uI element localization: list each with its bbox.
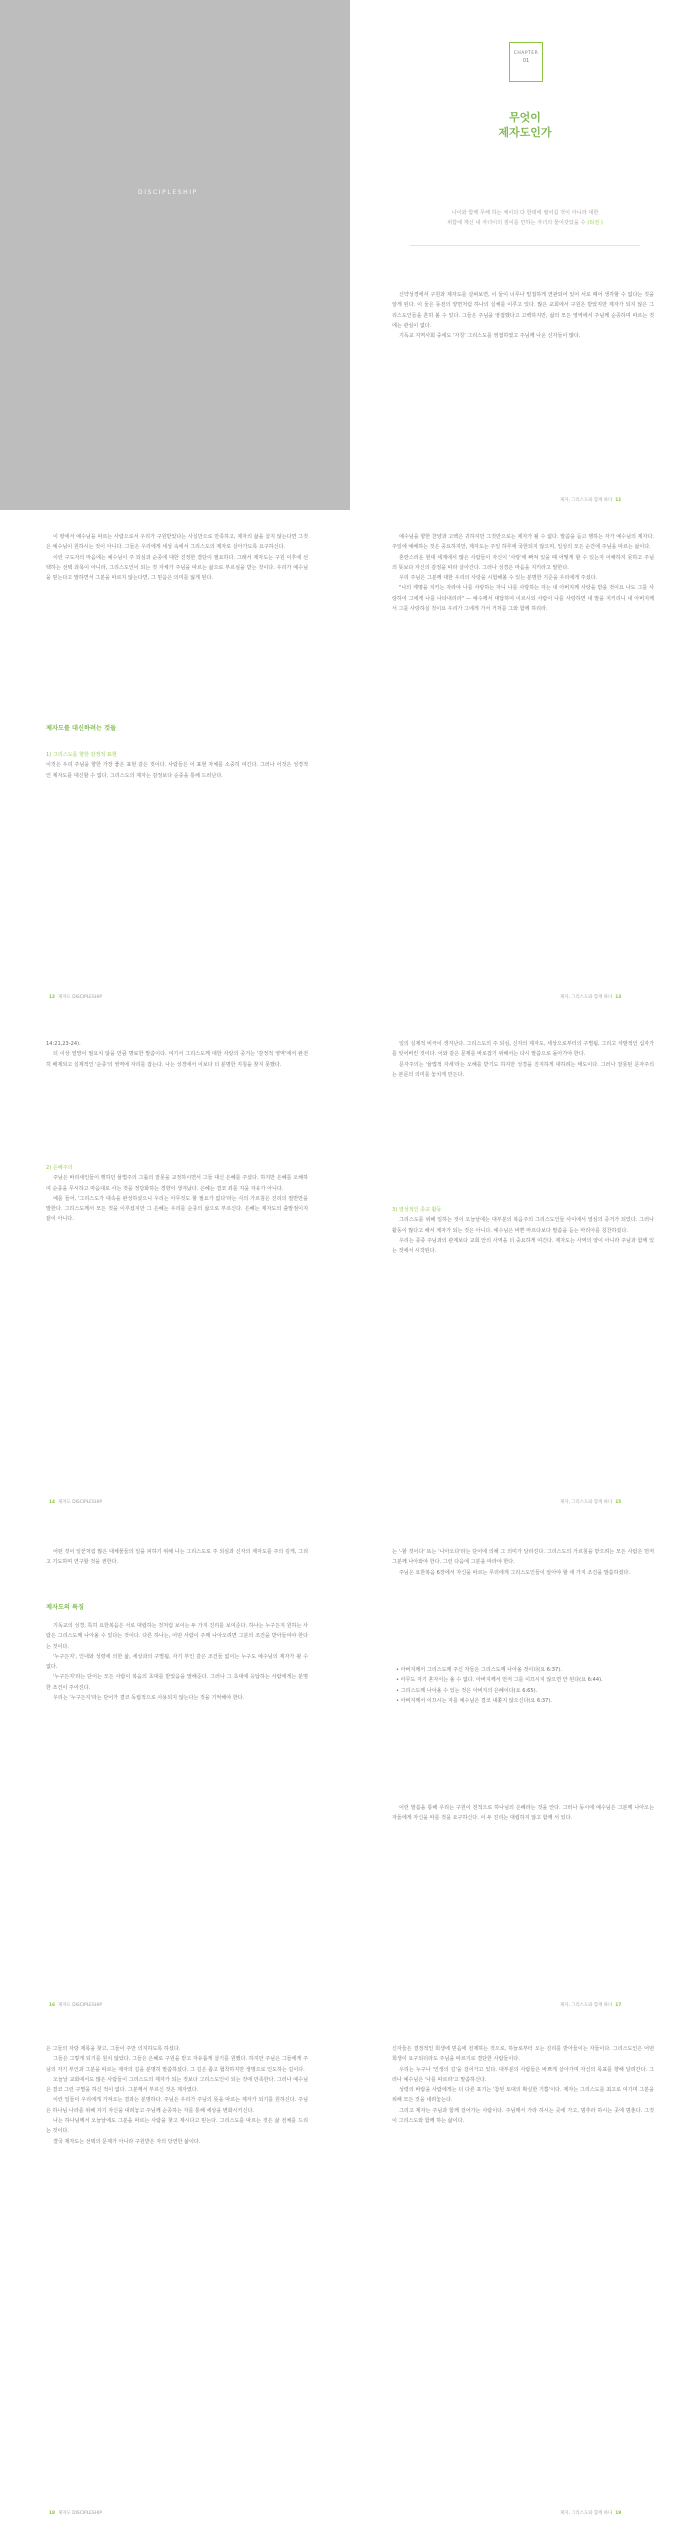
section-heading: 제자도의 특징 <box>46 1604 85 1611</box>
chapter-title-line1: 무엇이 <box>509 111 541 124</box>
epigraph-divider <box>410 245 640 246</box>
page-folio <box>560 2510 624 2516</box>
subsection-title: 3) 열성적인 종교 활동 <box>392 1207 442 1213</box>
paragraph: 주님은 바리새인들이 행하던 율법주의 그룹의 잘못을 교정하시면서 그들 대신 은혜를 주셨다. 하지만 은혜를 오해하여 순종을 무시하고 마음대로 사는 것을 정당화하는 경향이 생겨났다. 은혜는 결코 죄를 지을 자유가 아니다. <box>46 1175 308 1192</box>
paragraph: 혼란스러운 현대 세계에서 많은 사람들이 자신이 '사랑'에 빠져 있을 때 어떻게 할 수 있는지 이해하지 못하고 주님의 뜻보다 자신의 감정을 따라 살아간다. 그러나 성경은 마음을 지키라고 말한다. <box>392 554 654 571</box>
folio-running-title: 제자도 DISCIPLESHIP <box>58 995 102 1000</box>
paragraph: 우리는 '누구든지'라는 단어가 결코 독립적으로 사용되지 않는다는 것을 기억해야 한다. <box>53 1695 245 1702</box>
folio-running-title: 제자도 DISCIPLESHIP <box>58 2511 102 2516</box>
paragraph: 주님은 요한복음 6장에서 자신을 따르는 무리에게 그리스도인들이 알아야 할 세 가지 조건을 말씀하셨다. <box>399 1569 630 1576</box>
page-14-body-top <box>46 1039 308 1070</box>
page-19-body <box>392 2044 654 2126</box>
page-13 <box>350 510 700 1013</box>
page-17 <box>350 1517 700 2022</box>
page-folio <box>560 497 624 503</box>
folio-running-title: 제자도 DISCIPLESHIP <box>58 2003 102 2008</box>
paragraph: 우리는 누구나 '인생의 길'을 걸어가고 있다. 대부분의 사람들은 바쁘게 살아가며 자신의 목표를 향해 달려간다. 그러나 예수님은 '나를 따르라'고 말씀하신다. <box>392 2066 654 2083</box>
page-14 <box>0 1013 350 1517</box>
paragraph: 14:21,23-24). <box>46 1041 81 1047</box>
list-item: • 아무도 자기 혼자서는 올 수 없다. 아버지께서 먼저 그를 이끄시지 않으면 안 된다(요 6:44). <box>396 1677 603 1684</box>
spread-2 <box>0 510 700 1013</box>
page-19 <box>350 2022 700 2526</box>
page-number: 14 <box>49 1500 56 1505</box>
conditions-list <box>396 1665 654 1706</box>
list-item: • 그리스도께 나아올 수 있는 것은 아버지의 은혜이다(요 6:65). <box>396 1687 538 1694</box>
epigraph-line2 <box>390 218 660 228</box>
page-number: 11 <box>615 498 622 503</box>
paragraph: 는 '-할 것이다' 또는 '나아오다'라는 단어에 의해 그 의미가 달라진다. 그리스도의 가르침을 받으려는 모든 사람은 먼저 그분께 나아와야 한다. 그런 다음에 그분을 따라야 한다. <box>392 1549 654 1566</box>
page-folio <box>560 2002 624 2008</box>
spread-3 <box>0 1013 700 1517</box>
spread-4 <box>0 1517 700 2022</box>
chapter-opener-page <box>350 0 700 510</box>
paragraph: 나는 하나님께서 오늘날에도 그분을 따르는 사람을 찾고 계시다고 믿는다. 그리스도를 따르는 것은 삶 전체를 드리는 것이다. <box>46 2118 308 2135</box>
paragraph: 우리는 종종 주님과의 관계보다 교회 안의 사역을 더 중요하게 여긴다. 제자도는 사역의 양이 아니라 주님과 함께 있는 것에서 시작된다. <box>392 1237 654 1255</box>
subsection-title: 2) 은혜주의 <box>46 1165 73 1171</box>
chapter-title <box>350 110 700 140</box>
paragraph: 어떤 것이 일꾼처럼 많은 대체물들의 일을 피하기 위해 나는 그리스도로 주 되심과 신자의 제자도를 주의 깊게, 그리고 기도하며 연구할 것을 권한다. <box>46 1549 308 1566</box>
paragraph: 그리고 제자는 주님과 함께 걸어가는 사람이다. 주님께서 가라 하시는 곳에 가고, 멈추라 하시는 곳에 멈춘다. 그것이 그리스도와 함께 하는 삶이다. <box>392 2107 654 2125</box>
epigraph-reference: (티전 ) <box>587 220 603 226</box>
paragraph: 그들은 그렇게 되기를 원치 않았다. 그들은 은혜로 구원을 받고 자유롭게 살기를 원했다. 하지만 주님은 그들에게 주님의 자기 부인과 그분을 따르는 제자의 길을 분명히 말씀하셨다. 그 길은 좁고 협착하지만 생명으로 인도하는 길이다. <box>46 2056 308 2073</box>
paragraph: 기독교 지역사회 중에도 '자칭' 그리스도를 영접하였고 주님께 나온 신자들이 많다. <box>399 333 581 340</box>
page-12-body <box>46 532 308 583</box>
epigraph-line2-text: 위함에 계신 내 자녀이의 짐이를 만하는 자녀의 물어갖았을 수 <box>447 220 588 226</box>
paragraph: 신자들은 결정적인 희생에 믿음에 전제하는 것으로, 하늘로부터 오는 진리를 받아들이는 자들이다. 그리스도인은 어떤 희생이 요구되더라도 주님을 따르기로 결단한 사람들이다. <box>392 2046 654 2063</box>
page-number: 17 <box>615 2003 622 2008</box>
paragraph: 성령의 바람을 사람에게는 더 다른 포기는 '참된 토대의 확실한 기쁨'이다. 제자는 그리스도를 최고로 여기며 그분을 위해 모든 것을 내려놓는다. <box>392 2087 654 2104</box>
page-13-body <box>392 532 654 614</box>
page-12-subsection <box>46 750 308 781</box>
page-number: 12 <box>49 995 56 1000</box>
page-16 <box>0 1517 350 2022</box>
section-heading: 제자도를 대신하려는 것들 <box>46 725 117 732</box>
paragraph: 이 땅에서 예수님을 따르는 사람으로서 우리가 구원받았다는 사실만으로 만족하고, 제자의 삶을 살지 않는다면 그것은 예수님이 원하시는 것이 아니다. 그들은 우리에게 세상 속에서 그리스도의 제자로 살아가도록 요구하신다. <box>46 534 308 551</box>
page-17-body <box>392 1547 654 1578</box>
subsection-title: 1) 그리스도를 향한 감정적 표현 <box>46 752 117 758</box>
paragraph: 그리스도를 위해 일하는 것이 오늘날에는 대부분의 복음주의 그리스도인들 사이에서 열심의 증거가 되었다. 그러나 활동이 많다고 해서 제자가 되는 것은 아니다. 예수님은 바쁜 마르다보다 말씀을 듣는 마리아를 칭찬하셨다. <box>392 1217 654 1234</box>
page-15-body <box>392 1039 654 1080</box>
epigraph-line1: 나이와 함께 무해 하는 체이다 다 한데에 필어길 것이 아니라 대한 <box>451 210 599 216</box>
page-17-body-bottom <box>392 1803 654 1824</box>
paragraph: '누구든지', 인내와 성령에 의한 삶, 세상과의 구별됨, 자기 부인 같은 조건들 없이는 누구도 예수님의 제자가 될 수 없다. <box>46 1653 308 1671</box>
page-16-body-top <box>46 1547 308 1568</box>
paragraph: 이런 구도자의 마음에는 예수님이 주 되심과 순종에 대한 진정한 결단이 필요하다. 그래서 제자도는 구원 이후에 선택하는 선택 과목이 아니라, 그리스도인이 되는 것 자체가 주님을 따르는 삶으로 부르심을 받는 것이다. 우리가 예수님을 믿는다고 말하면서 그분을 따르지 않는다면, 그 믿음은 의미를 잃게 된다. <box>46 554 308 582</box>
folio-running-title: 제자, 그리스도와 함께 하다 <box>560 995 613 1000</box>
page-14-subsection <box>46 1163 308 1225</box>
paragraph: 이것은 우리 주님을 향한 가장 좋은 표현 같은 것이다. 사람들은 이 표현 자체를 소중히 여긴다. 그러나 이것은 성경적인 제자도를 대신할 수 없다. 그리스도의 제자는 감정보다 순종을 통해 드러난다. <box>46 762 308 779</box>
paragraph: 신약성경에서 구원과 제자도를 살펴보면, 이 둘이 너무나 밀접하게 연관되어 있어 서로 떼어 생각할 수 없다는 것을 알게 된다. 이 둘은 동전의 양면처럼 하나의 실체를 이루고 있다. 많은 교회에서 구원은 받았지만 제자가 되지 않은 그리스도인들을 흔히 볼 수 있다. 그들은 주님을 영접했다고 고백하지만, 삶의 모든 영역에서 주님께 순종하며 따르는 것에는 관심이 없다. <box>392 292 654 329</box>
paragraph: 이런 일들이 우리에게 가져오는 결과는 분명하다. 주님은 우리가 주님의 뜻을 따르는 제자가 되기를 원하신다. 주님은 하나님 나라를 위해 자기 자신을 내려놓고 주님께 순종하는 자를 통해 세상을 변화시키신다. <box>46 2097 308 2114</box>
paragraph: "나의 계명을 지키는 자라야 나를 사랑하는 자니 나를 사랑하는 자는 내 아버지께 사랑을 받을 것이요 나도 그를 사랑하여 그에게 나를 나타내리라" — 예수께서 대답하여 이르시되 사람이 나를 사랑하면 내 말을 지키리니 내 아버지께서 그를 사랑하실 것이요 우리가 그에게 가서 거처를 그와 함께 하리라. <box>392 585 654 613</box>
page-number: 18 <box>49 2511 56 2516</box>
page-folio <box>46 2510 102 2516</box>
page-number: 16 <box>49 2003 56 2008</box>
folio-running-title: 제자, 그리스도와 함께 하다 <box>560 2003 613 2008</box>
paragraph: 은 그들의 자랑 제목을 찾고, 그들이 주만 의지하도록 하셨다. <box>46 2046 181 2052</box>
paragraph: 더 이상 열망이 필요치 않을 만큼 명료한 말씀이다. 여기서 그리스도께 대한 사랑의 증거는 '감정적 영역'에서 완전히 배제되고 실제적인 '순종'의 영역에 자리를 잡는다. 나는 성경에서 이보다 더 분명한 지침을 찾지 못했다. <box>46 1051 308 1068</box>
page-folio <box>46 2002 102 2008</box>
page-16-body <box>46 1621 308 1703</box>
paragraph: 우리 주님은 그분께 대한 우리의 사랑을 시험해볼 수 있는 분명한 기준을 우리에게 주셨다. <box>399 575 598 582</box>
paragraph: 오늘날 교회에서도 많은 사람들이 그리스도의 제자가 되는 것보다 그리스도인이 되는 것에 만족한다. 그러나 예수님은 결코 그런 구별을 하신 적이 없다. 그분께서 부르신 것은 제자였다. <box>46 2076 308 2094</box>
paragraph: 일의 실제적 비극이 생겨난다. 그리스도의 주 되심, 신자의 제자도, 세상으로부터의 구별됨, 그리고 자발적인 십자가를 잊어버린 것이다. 이와 같은 문제를 바로잡기 위해서는 다시 말씀으로 돌아가야 한다. <box>392 1041 654 1058</box>
page-18 <box>0 2022 350 2526</box>
folio-running-title: 제자도 DISCIPLESHIP <box>58 1500 102 1505</box>
paragraph: 이런 말씀을 통해 우리는 구원이 전적으로 하나님의 은혜라는 것을 안다. 그러나 동시에 예수님은 그분께 나아오는 자들에게 자신을 따를 것을 요구하신다. 이 두 진리는 대립하지 않고 함께 서 있다. <box>392 1805 654 1822</box>
opener-body-text <box>392 290 654 341</box>
page-15 <box>350 1013 700 1517</box>
discipleship-side-word: DISCIPLESHIP <box>138 189 198 196</box>
chapter-title-line2: 제자도인가 <box>498 126 552 139</box>
chapter-cover-page <box>0 0 350 510</box>
page-15-subsection <box>392 1205 654 1256</box>
page-number: 13 <box>615 995 622 1000</box>
chapter-badge <box>509 42 543 82</box>
paragraph: '누구든지'라는 단어는 모든 사람이 복음의 초대를 받았음을 말해준다. 그러나 그 초대에 응답하는 사람에게는 분명한 조건이 주어진다. <box>46 1674 308 1691</box>
page-number: 15 <box>615 1500 622 1505</box>
paragraph: 문자주의는 '율법적 자세'라는 오해를 받기도 하지만 성경을 진지하게 대하려는 태도이다. 그러나 잘못된 문자주의는 본문의 의미를 놓치게 만든다. <box>392 1061 654 1078</box>
chapter-epigraph <box>390 208 660 228</box>
paragraph: 예수님을 향한 찬양과 고백은 귀하지만 그것만으로는 제자가 될 수 없다. 말씀을 듣고 행하는 자가 예수님의 제자다. 주일에 예배하는 것은 중요하지만, 제자도는 주일 하루에 국한되지 않으며, 일상의 모든 순간에 주님을 따르는 삶이다. <box>392 534 654 551</box>
gray-cover-panel <box>0 0 350 510</box>
paragraph: 결국 제자도는 선택의 문제가 아니라 구원받은 자의 당연한 삶이다. <box>53 2138 201 2145</box>
folio-running-title: 제자, 그리스도와 함께 하다 <box>560 1500 613 1505</box>
chapter-number: 01 <box>522 58 530 64</box>
page-folio <box>560 994 624 1000</box>
page-folio <box>560 1499 624 1505</box>
folio-running-title: 제자, 그리스도와 함께 하다 <box>560 498 613 503</box>
page-number: 19 <box>615 2511 622 2516</box>
list-item: • 아버지께서 이끄시는 자를 예수님은 결코 내쫓지 않으신다(요 6:37). <box>396 1697 553 1704</box>
paragraph: 예를 들어, '그리스도가 대속을 완성하셨으니 우리는 아무것도 할 필요가 없다'라는 식의 가르침은 진리의 절반만을 말한다. 그리스도께서 모든 것을 이루셨지만 그 은혜는 우리를 순종의 삶으로 부르신다. 은혜는 제자도의 출발점이지 끝이 아니다. <box>46 1195 308 1223</box>
page-folio <box>46 994 102 1000</box>
spread-1 <box>0 0 700 510</box>
page-18-body <box>46 2044 308 2147</box>
paragraph: 기독교의 성경, 특히 요한복음은 서로 대립하는 것처럼 보이는 두 가지 진리를 보여준다. 하나는 누구든지 원하는 사람은 그리스도께 나아올 수 있다는 것이다. 다른 하나는, 어떤 사람이 주께 나아오려면 그분의 조건을 받아들여야 한다는 것이다. <box>46 1623 308 1650</box>
spread-5 <box>0 2022 700 2526</box>
chapter-label: CHAPTER <box>513 51 539 56</box>
page-12 <box>0 510 350 1013</box>
list-item: • 아버지께서 그리스도께 주신 자들은 그리스도께 나아올 것이다(요 6:37). <box>396 1667 562 1673</box>
folio-running-title: 제자, 그리스도와 함께 하다 <box>560 2511 613 2516</box>
page-folio <box>46 1499 102 1505</box>
